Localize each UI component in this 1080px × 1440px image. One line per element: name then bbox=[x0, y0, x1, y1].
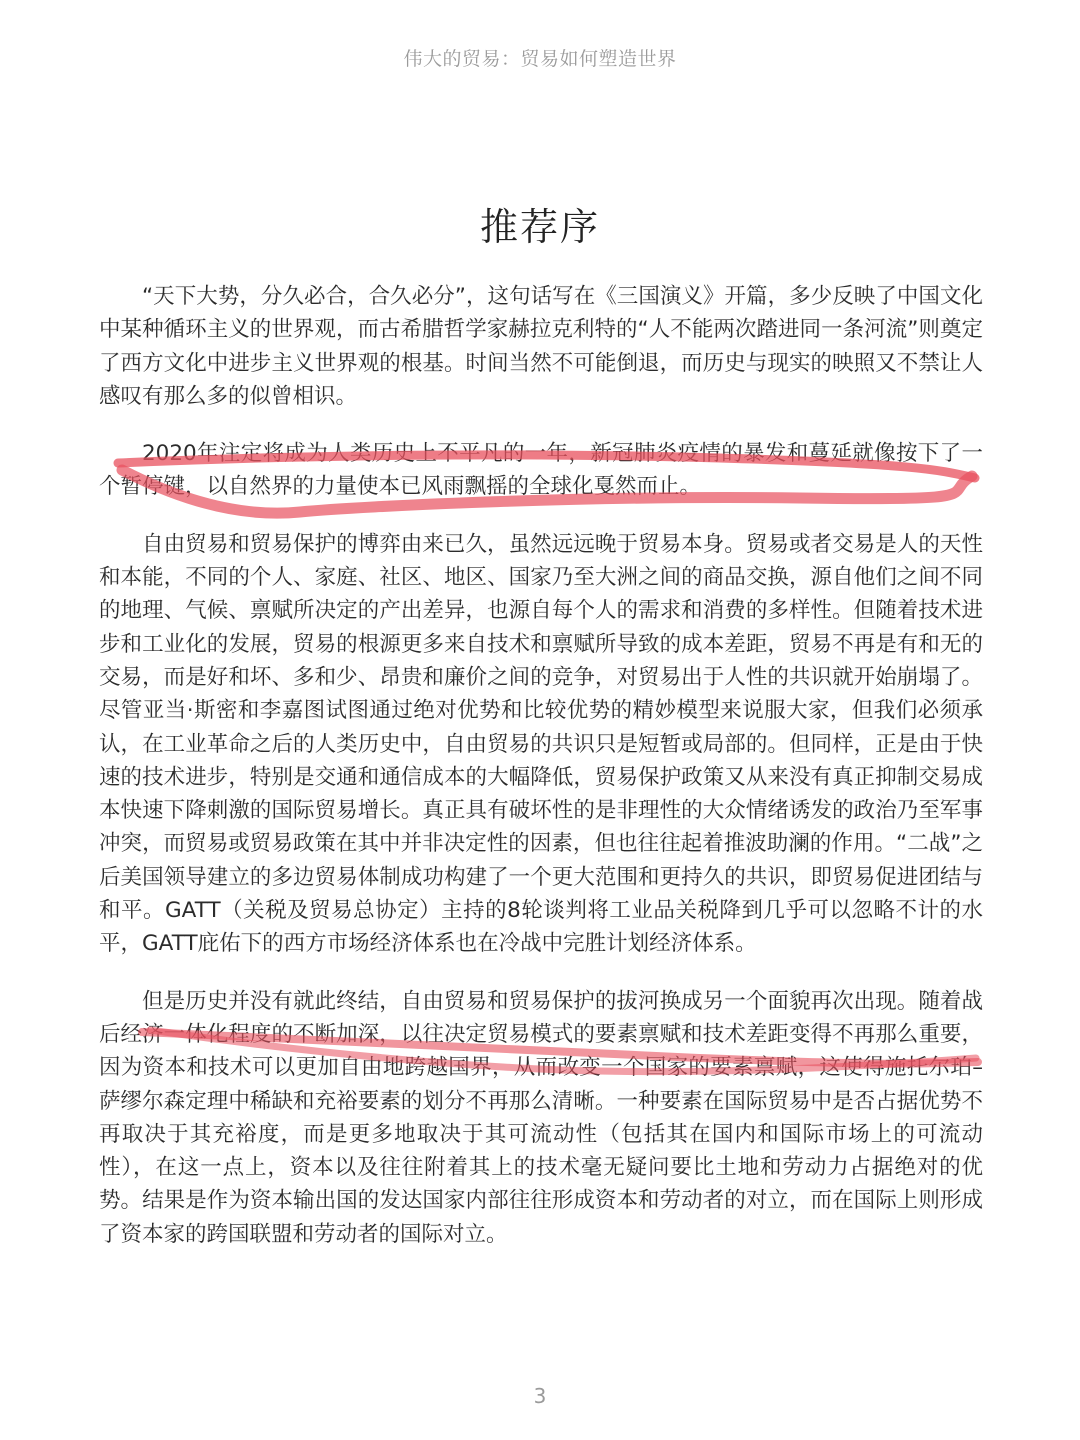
running-header: 伟大的贸易：贸易如何塑造世界 bbox=[403, 48, 677, 70]
page-number: 3 bbox=[533, 1384, 547, 1408]
paragraph-2: 2020年注定将成为人类历史上不平凡的一年，新冠肺炎疫情的暴发和蔓延就像按下了一个暂停键，以自然界的力量使本已风雨飘摇的全球化戛然而止。 bbox=[99, 441, 983, 500]
body-text bbox=[99, 280, 983, 1275]
paragraph-1: “天下大势，分久必合，合久必分”，这句话写在《三国演义》开篇，多少反映了中国文化中某种循环主义的世界观，而古希腊哲学家赫拉克利特的“人不能两次踏进同一条河流”则奠定了西方文化中进步主义世界观的根基。时间当然不可能倒退，而历史与现实的映照又不禁让人感叹有那么多的似曾相识。 bbox=[99, 284, 983, 409]
chapter-title: 推荐序 bbox=[479, 205, 600, 249]
paragraph-3: 自由贸易和贸易保护的博弈由来已久，虽然远远晚于贸易本身。贸易或者交易是人的天性和本能，不同的个人、家庭、社区、地区、国家乃至大洲之间的商品交换，源自他们之间不同的地理、气候、禀赋所决定的产出差异，也源自每个人的需求和消费的多样性。但随着技术进步和工业化的发展，贸易的根源更多来自技术和禀赋所导致的成本差距，贸易不再是有和无的交易，而是好和坏、多和少、昂贵和廉价之间的竞争，对贸易出于人性的共识就开始崩塌了。尽管亚当·斯密和李嘉图试图通过绝对优势和比较优势的精妙模型来说服大家，但我们必须承认，在工业革命之后的人类历史中，自由贸易的共识只是短暂或局部的。但同样，正是由于快速的技术进步，特别是交通和通信成本的大幅降低，贸易保护政策又从来没有真正抑制交易成本快速下降刺激的国际贸易增长。真正具有破坏性的是非理性的大众情绪诱发的政治乃至军事冲突，而贸易或贸易政策在其中并非决定性的因素，但也往往起着推波助澜的作用。“二战”之后美国领导建立的多边贸易体制成功构建了一个更大范围和更持久的共识，即贸易促进团结与和平。GATT（关税及贸易总协定）主持的8轮谈判将工业品关税降到几乎可以忽略不计的水平，GATT庇佑下的西方市场经济体系也在冷战中完胜计划经济体系。 bbox=[99, 531, 983, 957]
paragraph-4: 但是历史并没有就此终结，自由贸易和贸易保护的拔河换成另一个面貌再次出现。随着战后经济一体化程度的不断加深，以往决定贸易模式的要素禀赋和技术差距变得不再那么重要，因为资本和技术可以更加自由地跨越国界，从而改变一个国家的要素禀赋，这使得施托尔珀–萨缪尔森定理中稀缺和充裕要素的划分不再那么清晰。一种要素在国际贸易中是否占据优势不再取决于其充裕度，而是更多地取决于其可流动性（包括其在国内和国际市场上的可流动性），在这一点上，资本以及往往附着其上的技术毫无疑问要比土地和劳动力占据绝对的优势。结果是作为资本输出国的发达国家内部往往形成资本和劳动者的对立，而在国际上则形成了资本家的跨国联盟和劳动者的国际对立。 bbox=[99, 988, 983, 1247]
